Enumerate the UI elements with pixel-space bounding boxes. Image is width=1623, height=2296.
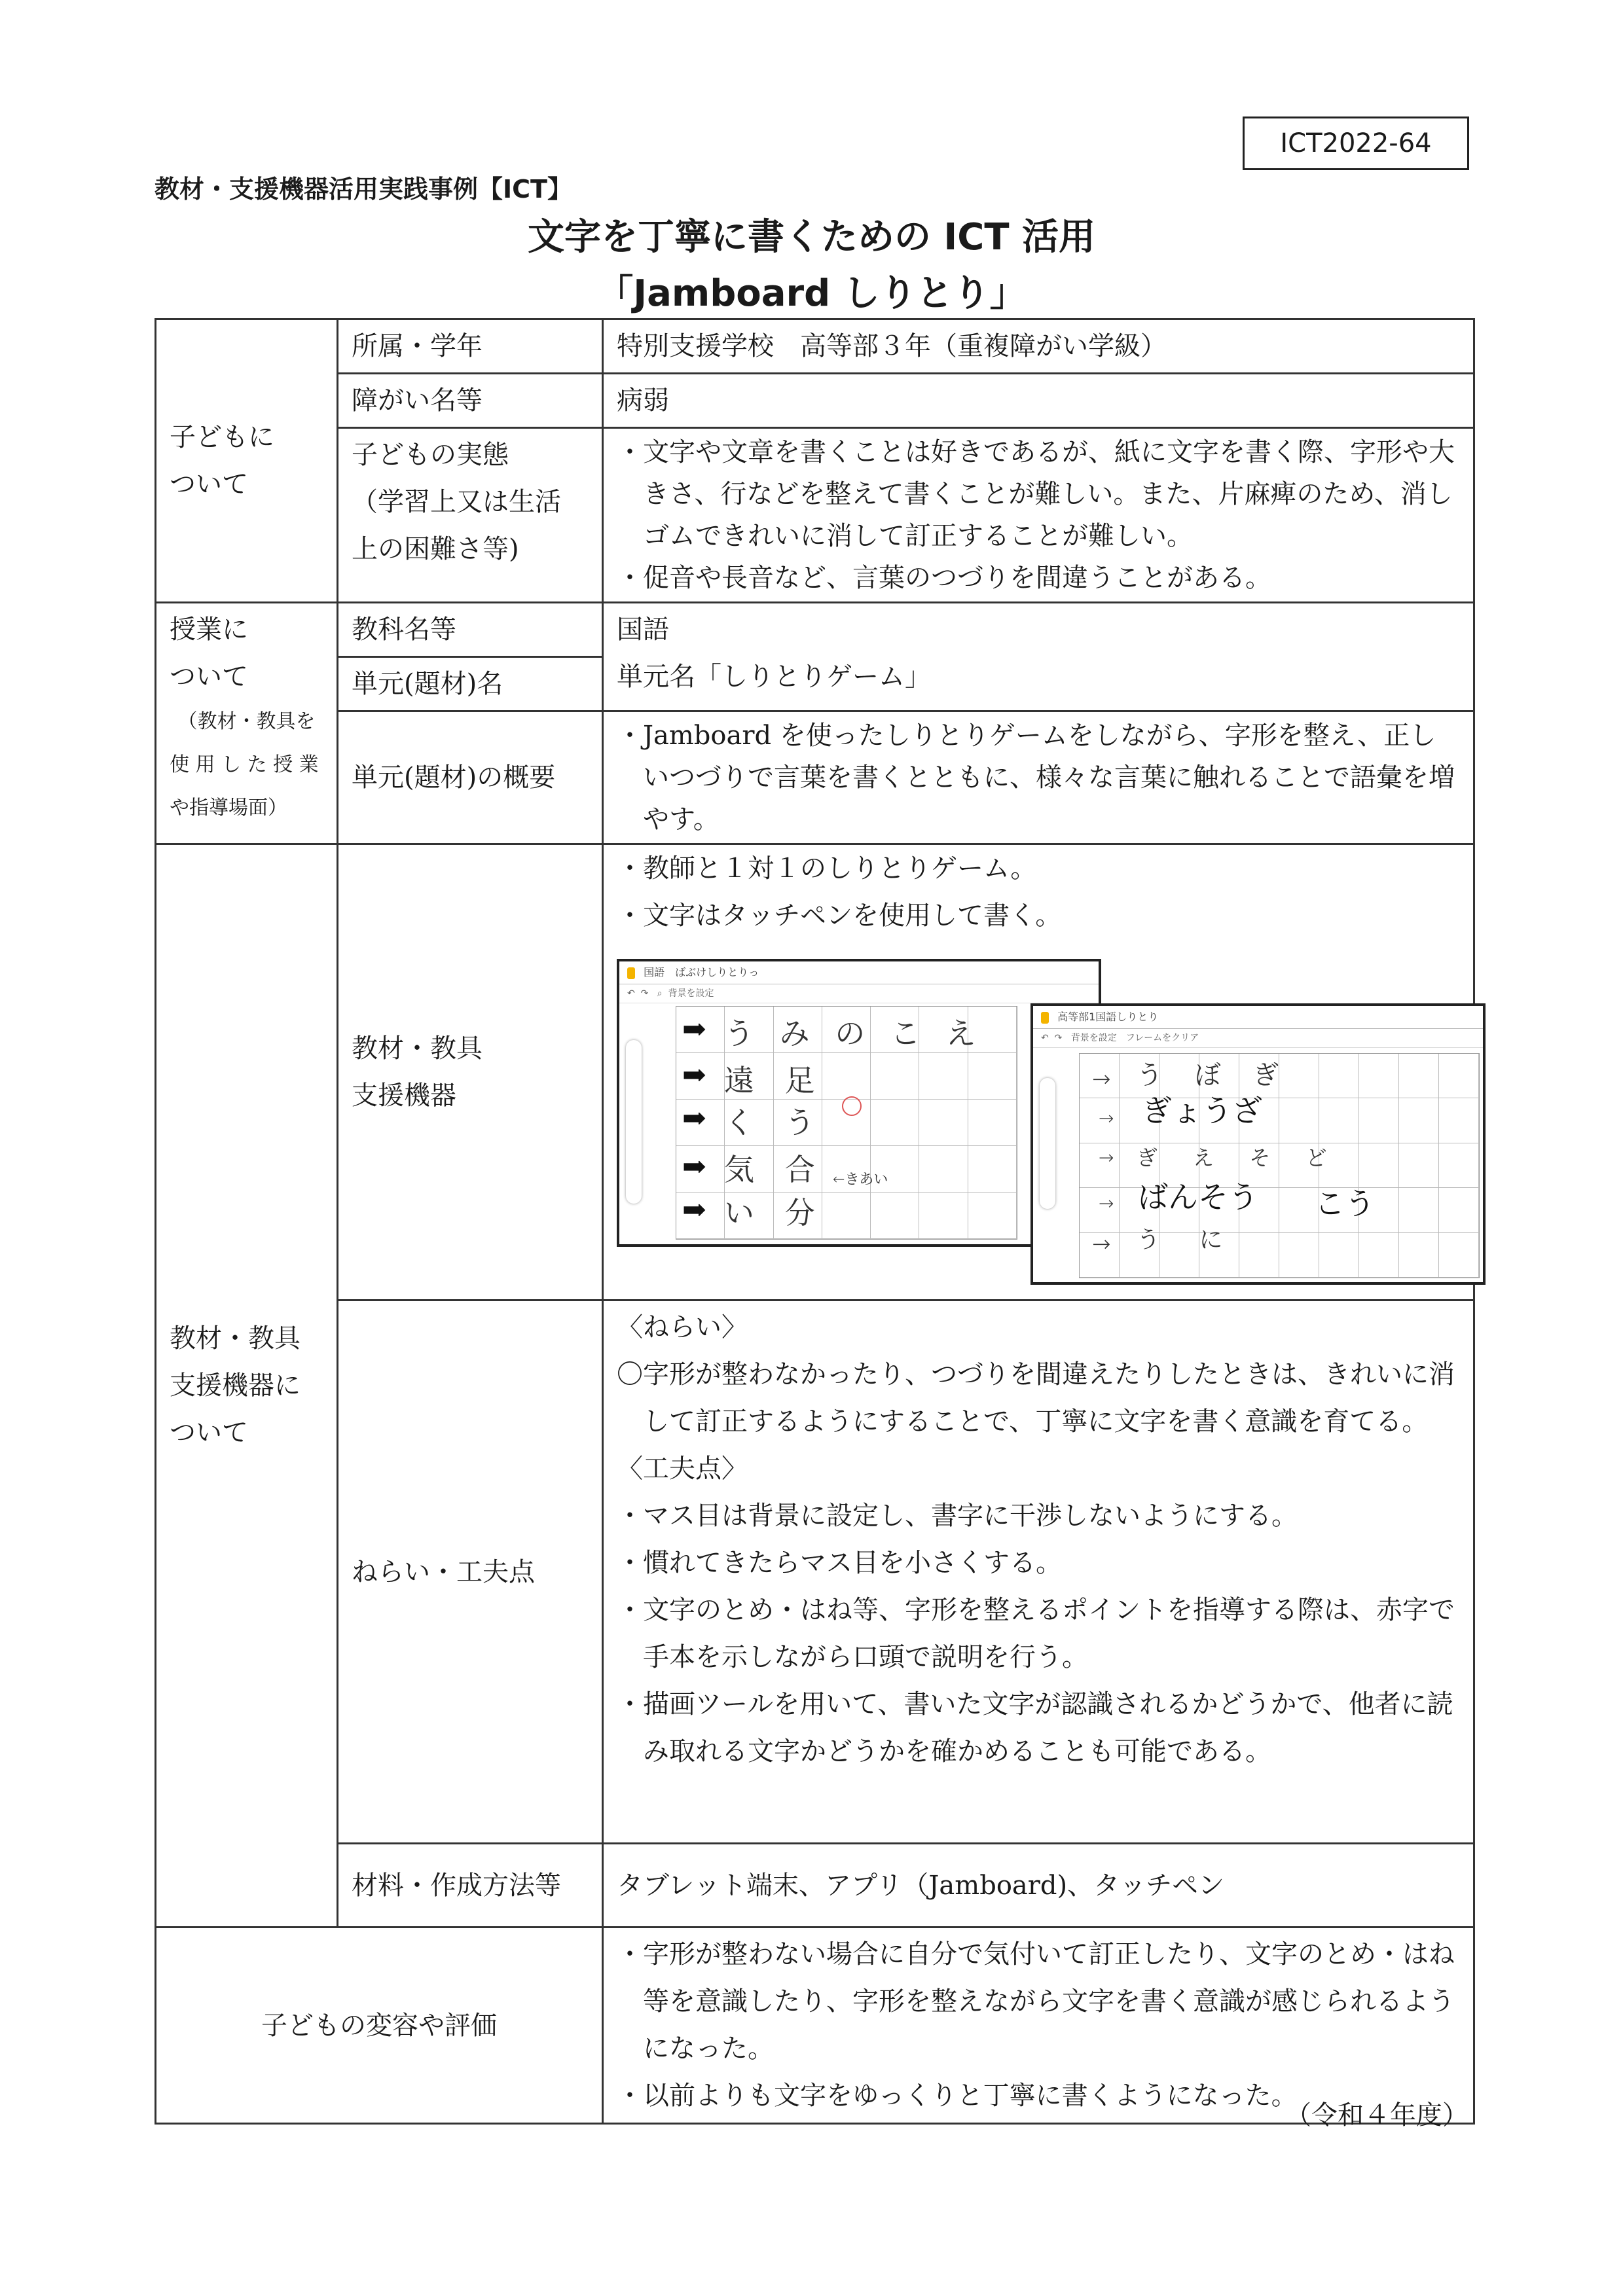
- jamboard-screenshot-b: [1030, 1003, 1486, 1285]
- grid-cell: [1319, 1054, 1359, 1098]
- arrow-icon: →: [1099, 1193, 1114, 1214]
- handwriting-row: い 分: [724, 1195, 826, 1230]
- page-subtitle: 「Jamboard しりとり」: [596, 272, 1027, 315]
- case-table: [155, 318, 1475, 2125]
- red-correction-mark: [842, 1096, 862, 1116]
- tools-label-line1: 教材・教具: [352, 1033, 483, 1064]
- materials-section-label: [156, 844, 338, 1928]
- materials-label-line3: ついて: [170, 1418, 248, 1448]
- child-label-line2: ついて: [170, 469, 248, 499]
- child-label-line1: 子どもに: [170, 422, 274, 452]
- subject-label: 教科名等: [338, 603, 603, 657]
- grid-cell: [871, 1053, 919, 1100]
- disability-value: 病弱: [603, 374, 1474, 428]
- jamboard-title-bar: [619, 961, 1099, 984]
- grid-cell: [871, 1100, 919, 1146]
- evaluation-label: 子どもの変容や評価: [156, 1928, 603, 2124]
- fiscal-year-note: （令和４年度）: [1285, 2100, 1468, 2130]
- tool-palette: [1040, 1078, 1055, 1209]
- aim-label: ねらい・工夫点: [338, 1300, 603, 1844]
- toolbar-labels: 背景を設定 フレームをクリア: [1070, 1033, 1199, 1043]
- grid-cell: [968, 1100, 1017, 1146]
- tool-palette: [626, 1040, 642, 1204]
- materials-label-line2: 支援機器に: [170, 1371, 301, 1401]
- redo-icon: ↷: [1054, 1033, 1063, 1043]
- grid-cell: [919, 1053, 968, 1100]
- grid-cell: [919, 1100, 968, 1146]
- grid-cell: [1399, 1054, 1439, 1098]
- grid-cell: [1399, 1233, 1439, 1278]
- grid-cell: [1359, 1054, 1399, 1098]
- jamboard-title-bar: [1033, 1006, 1483, 1029]
- grid-cell: [968, 1193, 1017, 1239]
- grid-cell: [822, 1053, 871, 1100]
- handwriting-row: う ぼ ぎ: [1137, 1060, 1291, 1090]
- tools-label-line2: 支援機器: [352, 1081, 456, 1111]
- arrow-icon: →: [1092, 1231, 1111, 1257]
- state-value: [603, 428, 1474, 603]
- tools-item: ・教師と１対１のしりとりゲーム。: [617, 853, 1037, 884]
- grid-cell: [1439, 1098, 1479, 1143]
- materials-label-line1: 教材・教具: [170, 1323, 301, 1354]
- handwriting-row: く う: [724, 1105, 826, 1140]
- arrow-icon: ➡: [682, 1013, 706, 1046]
- grid-cell: [1399, 1188, 1439, 1232]
- recognized-text: ぎょうざ: [1142, 1093, 1262, 1128]
- state-item: ・文字や文章を書くことは好きであるが、紙に文字を書く際、字形や大きさ、行などを整えて書くことが難しい。また、片麻痺のため、消しゴムできれいに消して訂正することが難しい。: [617, 437, 1455, 551]
- arrow-icon: ➡: [682, 1150, 706, 1183]
- undo-icon: ↶: [1041, 1033, 1049, 1043]
- material-label: 材料・作成方法等: [338, 1844, 603, 1928]
- page-title: 文字を丁寧に書くための ICT 活用: [527, 216, 1096, 259]
- grid-cell: [1359, 1233, 1399, 1278]
- grid-cell: [1399, 1143, 1439, 1188]
- grid-cell: [1399, 1098, 1439, 1143]
- lesson-sublabel-line3: や指導場面）: [170, 797, 287, 819]
- jamboard-screenshot-a: [617, 959, 1101, 1247]
- affiliation-label: 所属・学年: [338, 319, 603, 374]
- zoom-icon: ⌕: [657, 988, 663, 999]
- affiliation-value: 特別支援学校 高等部３年（重複障がい学級）: [603, 319, 1474, 374]
- grid-cell: [1439, 1054, 1479, 1098]
- lesson-sublabel-line1: （教材・教具を: [177, 710, 316, 733]
- state-label-line2: （学習上又は生活: [352, 487, 561, 517]
- handwriting-row: う に: [1137, 1227, 1239, 1253]
- lesson-sublabel-line2: 使 用 し た 授 業: [170, 753, 319, 776]
- state-item: ・促音や長音など、言葉のつづりを間違うことがある。: [617, 563, 1271, 593]
- jamboard-toolbar: [619, 984, 1099, 1003]
- document-id: ICT2022-64: [1243, 117, 1469, 170]
- arrow-icon: →: [1099, 1147, 1114, 1168]
- evaluation-item: ・以前よりも文字をゆっくりと丁寧に書くようになった。: [617, 2081, 1298, 2111]
- recognized-text: こう: [1315, 1186, 1375, 1221]
- subject-unit-value: [603, 603, 1474, 711]
- tools-value: [603, 844, 1474, 1300]
- handwriting-row: う み の こ え: [724, 1016, 984, 1051]
- set-background-label: 背景を設定: [668, 988, 714, 999]
- category-heading: 教材・支援機器活用実践事例【ICT】: [155, 175, 572, 204]
- unit-value: 単元名「しりとりゲーム」: [617, 662, 931, 692]
- idea-item: ・マス目は背景に設定し、書字に干渉しないようにする。: [617, 1501, 1298, 1531]
- aim-heading: 〈ねらい〉: [617, 1312, 748, 1342]
- aim-text: 〇字形が整わなかったり、つづりを間違えたりしたときは、きれいに消して訂正するようにすることで、丁寧に文字を書く意識を育てる。: [617, 1359, 1455, 1437]
- handwriting-row: 気 合: [724, 1152, 826, 1187]
- grid-cell: [1439, 1233, 1479, 1278]
- jamboard-a-title: 国語 ばぶけしりとりっ: [644, 966, 759, 978]
- idea-heading: 〈工夫点〉: [617, 1454, 748, 1484]
- unit-label: 単元(題材)名: [338, 657, 603, 711]
- redo-icon: ↷: [640, 988, 649, 999]
- grid-cell: [919, 1193, 968, 1239]
- handwriting-row: ぎ え そ ど: [1137, 1145, 1341, 1170]
- subject-value: 国語: [617, 615, 669, 645]
- jamboard-logo-icon: [1041, 1012, 1049, 1024]
- arrow-icon: ➡: [682, 1058, 706, 1092]
- jamboard-toolbar: [1033, 1029, 1483, 1048]
- grid-cell: [1319, 1233, 1359, 1278]
- grid-cell: [968, 1053, 1017, 1100]
- recognized-text: ばんそう: [1138, 1179, 1258, 1215]
- lesson-label-line2: ついて: [170, 662, 248, 692]
- grid-cell: [919, 1146, 968, 1193]
- state-label-line3: 上の困難さ等): [352, 534, 519, 564]
- overview-text: ・Jamboard を使ったしりとりゲームをしながら、字形を整え、正しいつづりで言葉を書くとともに、様々な言葉に触れることで語彙を増やす。: [617, 721, 1455, 834]
- idea-item: ・文字のとめ・はね等、字形を整えるポイントを指導する際は、赤字で手本を示しながら口頭で説明を行う。: [617, 1595, 1455, 1672]
- lesson-section-label: [156, 603, 338, 844]
- grid-cell: [968, 1146, 1017, 1193]
- grid-cell: [1279, 1188, 1319, 1232]
- grid-cell: [1359, 1098, 1399, 1143]
- jamboard-logo-icon: [627, 967, 635, 979]
- idea-item: ・慣れてきたらマス目を小さくする。: [617, 1548, 1062, 1578]
- arrow-icon: ➡: [682, 1102, 706, 1135]
- overview-label: 単元(題材)の概要: [338, 711, 603, 844]
- overview-value: [603, 711, 1474, 844]
- arrow-icon: ➡: [682, 1193, 706, 1227]
- arrow-icon: →: [1099, 1107, 1114, 1129]
- grid-cell: [1439, 1143, 1479, 1188]
- state-label: [338, 428, 603, 603]
- tools-label: [338, 844, 603, 1300]
- tools-item: ・文字はタッチペンを使用して書く。: [617, 901, 1062, 931]
- jamboard-screenshots: [617, 959, 1487, 1286]
- child-section-label: [156, 319, 338, 603]
- aim-value: [603, 1300, 1474, 1844]
- arrow-icon: →: [1092, 1066, 1111, 1092]
- lesson-label-line1: 授業に: [170, 615, 248, 645]
- grid-cell: [1279, 1233, 1319, 1278]
- material-value: タブレット端末、アプリ（Jamboard)、タッチペン: [603, 1844, 1474, 1928]
- grid-cell: [1439, 1188, 1479, 1232]
- grid-cell: [1239, 1233, 1279, 1278]
- idea-item: ・描画ツールを用いて、書いた文字が認識されるかどうかで、他者に読み取れる文字かどうかを確かめることも可能である。: [617, 1689, 1453, 1767]
- handwriting-row: 遠 足: [724, 1063, 826, 1098]
- state-label-line1: 子どもの実態: [352, 440, 509, 470]
- disability-label: 障がい名等: [338, 374, 603, 428]
- jamboard-b-title: 高等部1国語しりとり: [1057, 1011, 1159, 1023]
- handwriting-note: ←きあい: [833, 1172, 888, 1188]
- evaluation-item: ・字形が整わない場合に自分で気付いて訂正したり、文字のとめ・はね等を意識したり、字形を整えながら文字を書く意識が感じられるようになった。: [617, 1939, 1455, 2064]
- undo-icon: ↶: [627, 988, 635, 999]
